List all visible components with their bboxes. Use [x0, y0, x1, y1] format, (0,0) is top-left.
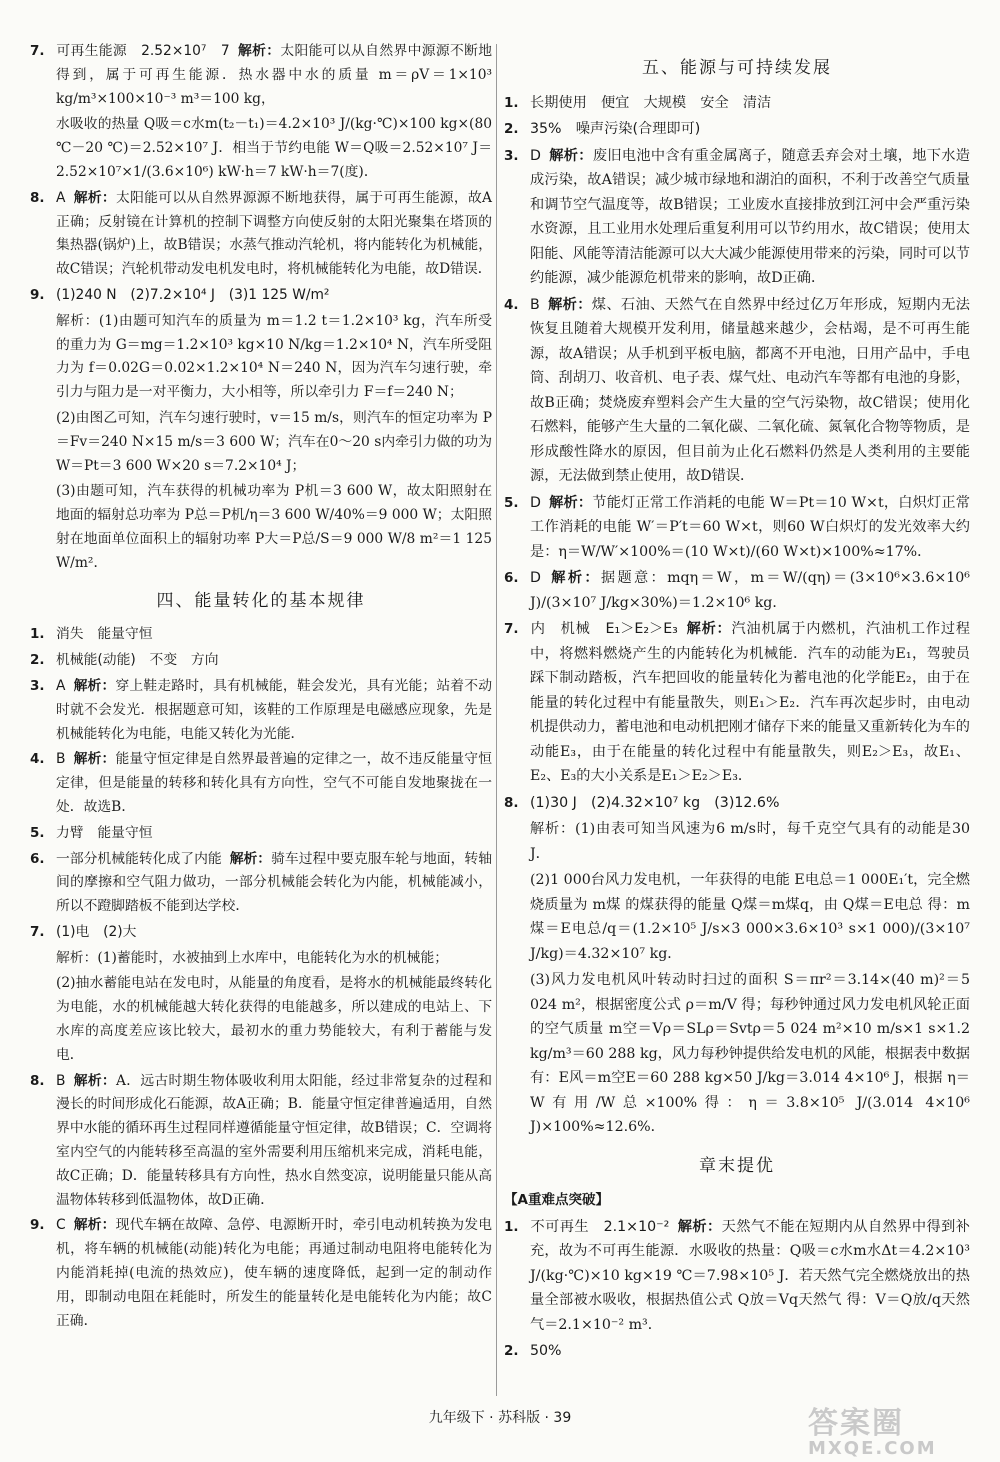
explanation-label: 解析：	[73, 1072, 116, 1089]
explanation-text: 节能灯正常工作消耗的电能 W＝Pt＝10 W×t，白炽灯正常工作消耗的电能 W′＝P′t＝60 W×t，则60 W白炽灯的发光效率大约是：η＝W/W′×100%＝(10 W×t)/(60 W×t)×100%≈17%．	[530, 494, 970, 560]
explanation-paragraph: 解析：(1)由题可知汽车的质量为 m＝1.2 t＝1.2×10³ kg，汽车所受的重力为 G＝mg＝1.2×10³ kg×10 N/kg＝1.2×10⁴ N，汽车所受阻力为 f＝0.02G＝0.02×1.2×10⁴ N＝240 N，因为汽车匀速行驶，牵引力与阻力是一对平衡力，大小相等，所以牵引力 F＝f＝240 N；	[56, 312, 492, 401]
answer-text: A	[56, 189, 66, 206]
question-number: 7.	[30, 43, 45, 59]
question-number: 2.	[30, 652, 45, 669]
answer-item	[30, 748, 492, 819]
question-number: 3.	[504, 147, 519, 164]
watermark-logo	[808, 1398, 988, 1458]
question-number: 6.	[504, 570, 519, 586]
answer-text: (1)30 J (2)4.32×10⁷ kg (3)12.6%	[530, 794, 780, 811]
explanation-label: 解析：	[547, 296, 592, 313]
subsection-tag: 【A重难点突破】	[504, 1192, 609, 1208]
answer-item	[30, 1214, 492, 1333]
answer-item	[30, 848, 492, 919]
question-number: 6.	[30, 850, 45, 867]
answer-item	[504, 566, 970, 615]
explanation-text: 能量守恒定律是自然界最普遍的定律之一，故不违反能量守恒定律，但是能量的转移和转化具有方向性，空气不可能自发地聚拢在一处．故选B．	[56, 751, 493, 815]
answer-text: 不可再生 2.1×10⁻²	[530, 1218, 670, 1235]
answer-text: 35% 噪声污染(合理即可)	[530, 121, 701, 137]
answer-item	[504, 1339, 970, 1364]
explanation-label: 解析：	[548, 494, 593, 511]
question-number: 4.	[30, 751, 45, 768]
explanation-paragraph: 水吸收的热量 Q吸＝c水m(t₂－t₁)＝4.2×10³ J/(kg·℃)×100 kg×(80 ℃－20 ℃)＝2.52×10⁷ J．相当于节约电能 W＝Q吸＝2.52×10⁷ J＝2.52×10⁷×1/(3.6×10⁶) kW·h＝7 kW·h＝7(度)．	[56, 116, 492, 180]
explanation-label: 解析：	[73, 189, 116, 206]
explanation-text: 废旧电池中含有重金属离子，随意丢弃会对土壤，地下水造成污染，故A错误；减少城市绿地和湖泊的面积，不利于改善空气质量和调节空气温度等，故B错误；工业废水直接排放到江河中会严重污染水资源，且工业用水处理后重复利用可以节约用水，故C错误；使用太阳能、风能等清洁能源可以大大减少能源使用带来的污染，同时可以节约能源，减少能源危机带来的影响，故D正确．	[530, 147, 970, 286]
explanation-label: 解析：	[548, 147, 593, 164]
explanation-paragraph: (2)由图乙可知，汽车匀速行驶时，v＝15 m/s，则汽车的恒定功率为 P＝Fv＝240 N×15 m/s＝3 600 W；汽车在0～20 s内牵引力做的功为 W＝Pt＝3 600 W×20 s＝7.2×10⁴ J；	[56, 409, 492, 474]
question-number: 1.	[30, 626, 45, 643]
answer-text: B	[56, 751, 66, 768]
question-number: 2.	[504, 121, 519, 137]
answer-text: 消失 能量守恒	[56, 626, 153, 643]
answer-item	[30, 649, 492, 673]
explanation-label: 解析：	[677, 1218, 722, 1235]
answer-item	[504, 293, 970, 489]
answer-text: 机械能(动能) 不变 方向	[56, 652, 219, 669]
explanation-paragraph: (3)风力发电机风叶转动时扫过的面积 S＝πr²＝3.14×(40 m)²＝5 024 m²，根据密度公式 ρ＝m/V 得；每秒钟通过风力发电机风轮正面的空气质量 m空＝Vρ＝SLρ＝Svtρ＝5 024 m²×10 m/s×1 s×1.2 kg/m³＝60 288 kg，风力每秒钟提供给发电机的风能，根据表中数据有：E风＝m空E＝60 288 kg×50 J/kg＝3.014 4×10⁶ J，根据 η＝W有用/W总×100%得：η＝3.8×10⁵ J/(3.014 4×10⁶ J)×100%≈12.6%．	[530, 972, 970, 1135]
watermark-title: 答案圈	[808, 1406, 904, 1441]
explanation-paragraph: (3)由题可知，汽车获得的机械功率为 P机＝3 600 W，故太阳照射在地面的辐射总功率为 P总＝P机/η＝3 600 W/40%＝9 000 W；太阳照射在地面单位面积上的辐射功率 P大＝P总/S＝9 000 W/8 m²＝1 125 W/m²．	[56, 483, 492, 571]
question-number: 7.	[30, 923, 45, 940]
answer-item	[504, 144, 970, 291]
answer-item	[30, 822, 492, 846]
explanation-text: A．远古时期生物体吸收利用太阳能，经过非常复杂的过程和漫长的时间形成化石能源，故A正确；B．能量守恒定律普遍适用，自然界中水能的循环再生过程同样遵循能量守恒定律，故B错误；C．空调将室内空气的内能转移至高温的室外需要利用压缩机来完成，消耗电能，故C正确；D．能量转移具有方向性，热水自然变凉，说明能量只能从高温物体转移到低温物体，故D正确．	[56, 1072, 493, 1208]
page-footer: 九年级下 · 苏科版 · 39	[428, 1410, 572, 1426]
answer-item	[30, 623, 492, 647]
explanation-text: 太阳能可以从自然界中源源不断地得到，属于可再生能源．热水器中水的质量 m＝ρV＝1×10³ kg/m³×100×10⁻³ m³＝100 kg，	[56, 43, 493, 107]
answer-text: (1)电 (2)大	[56, 923, 137, 940]
answer-text: (1)240 N (2)7.2×10⁴ J (3)1 125 W/m²	[56, 286, 330, 303]
answer-item	[30, 40, 492, 111]
question-number: 2.	[504, 1343, 519, 1359]
explanation-text: 太阳能可以从自然界源源不断地获得，属于可再生能源，故A正确；反射镜在计算机的控制下调整方向使反射的太阳光聚集在塔顶的集热器(锅炉)上，故B错误；水蒸气推动汽轮机，将内能转化为机械能，故C错误；汽轮机带动发电机发电时，将机械能转化为电能，故D错误．	[56, 189, 493, 278]
explanation-text: 穿上鞋走路时，具有机械能，鞋会发光，具有光能；站着不动时就不会发光．根据题意可知，该鞋的工作原理是电磁感应现象，先是机械能转化为电能，电能又转化为光能．	[56, 677, 493, 742]
explanation-label: 解析：	[685, 621, 732, 637]
question-number: 9.	[30, 1217, 45, 1234]
right-column	[504, 40, 970, 1366]
answer-text: D	[530, 147, 541, 164]
question-number: 8.	[30, 1072, 45, 1089]
answer-text: B	[56, 1072, 66, 1089]
question-number: 7.	[504, 621, 519, 637]
explanation-text: 据题意：mqη＝W，m＝W/(qη)＝(3×10⁶×3.6×10⁶ J)/(3×10⁷ J/kg×30%)＝1.2×10⁶ kg．	[530, 570, 970, 611]
question-number: 5.	[504, 494, 519, 511]
answer-text: 50%	[530, 1343, 562, 1359]
answer-item	[30, 921, 492, 945]
explanation-text: 骑车过程中要克服车轮与地面，转轴间的摩擦和空气阻力做功，一部分机械能会转化为内能，机械能减小，所以不蹬脚踏板不能到达学校．	[56, 850, 493, 915]
answer-item	[504, 91, 970, 116]
explanation-label: 解析：	[73, 677, 116, 694]
question-number: 8.	[504, 794, 519, 811]
explanation-paragraph: 解析：(1)由表可知当风速为6 m/s时，每千克空气具有的动能是30 J．	[530, 821, 970, 862]
explanation-label: 解析：	[548, 570, 601, 586]
answer-item	[30, 187, 492, 282]
answer-text: B	[530, 296, 540, 313]
section-heading-4: 四、能量转化的基本规律	[156, 590, 366, 611]
explanation-text: 现代车辆在故障、急停、电源断开时，牵引电动机转换为发电机，将车辆的机械能(动能)转化为电能；再通过制动电阻将电能转化为内能消耗掉(电流的热效应)，使车辆的速度降低，起到一定的制动作用，即制动电阻在耗能时，所发生的能量转化是电能转化为内能；故C正确．	[56, 1217, 492, 1329]
section-heading-5: 五、能源与可持续发展	[642, 58, 832, 78]
answer-text: C	[56, 1217, 66, 1234]
answer-item	[504, 1215, 970, 1338]
answer-item	[504, 117, 970, 142]
left-column	[30, 40, 492, 1335]
answer-text: 内 机械 E₁＞E₂＞E₃	[530, 621, 678, 637]
question-number: 1.	[504, 1218, 519, 1235]
right-answers-part1	[504, 91, 970, 1140]
question-number: 8.	[30, 189, 45, 206]
answer-text: 一部分机械能转化成了内能	[56, 850, 222, 867]
answer-text: 力臂 能量守恒	[56, 824, 153, 841]
question-number: 9.	[30, 286, 45, 303]
answer-text: 长期使用 便宜 大规模 安全 清洁	[530, 94, 772, 111]
explanation-text: 汽油机属于内燃机，汽油机工作过程中，将燃料燃烧产生的内能转化为机械能．汽车的动能为E₁，驾驶员踩下制动踏板，汽车把回收的能量转化为蓄电池的化学能E₂，由于在能量的转化过程中有能量散失，则E₁＞E₂．汽车再次起步时，由电动机提供动力，蓄电池和电动机把刚才储存下来的能量又重新转化为车的动能E₃，由于在能量的转化过程中有能量散失，则E₂＞E₃，故E₁、E₂、E₃的大小关系是E₁＞E₂＞E₃．	[530, 621, 970, 784]
question-number: 1.	[504, 94, 519, 111]
answer-text: 可再生能源 2.52×10⁷ 7	[56, 43, 230, 59]
explanation-label: 解析：	[229, 850, 272, 867]
answer-item	[30, 675, 492, 746]
answer-item	[30, 284, 492, 308]
right-answers-part2	[504, 1215, 970, 1364]
left-answers-part1	[30, 40, 492, 576]
column-divider	[496, 44, 497, 1396]
explanation-text: 天然气不能在短期内从自然界中得到补充，故为不可再生能源．水吸收的热量：Q吸＝c水m水Δt＝4.2×10³ J/(kg·℃)×10 kg×19 ℃＝7.98×10⁵ J．若天然气完全燃烧放出的热量全部被水吸收，根据热值公式 Q放＝Vq天然气 得：V＝Q放/q天然气＝2.1×10⁻² m³．	[530, 1218, 970, 1333]
answer-item	[30, 1070, 492, 1213]
explanation-label: 解析：	[73, 1217, 116, 1234]
explanation-paragraph: (2)抽水蓄能电站在发电时，从能量的角度看，是将水的机械能最终转化为电能，水的机械能越大转化获得的电能越多，所以建成的电站上、下水库的高度差应该比较大，最初水的重力势能较大，有利于蓄能与发电．	[56, 975, 492, 1063]
explanation-paragraph: 解析：(1)蓄能时，水被抽到上水库中，电能转化为水的机械能；	[56, 949, 449, 966]
explanation-label: 解析：	[237, 43, 281, 59]
answer-item	[504, 491, 970, 565]
explanation-label: 解析：	[73, 751, 116, 768]
question-number: 3.	[30, 677, 45, 694]
explanation-paragraph: (2)1 000台风力发电机，一年获得的电能 E电总＝1 000E₁′t，完全燃烧质量为 m煤 的煤获得的能量 Q煤＝m煤q，由 Q煤＝E电总 得：m煤＝E电总/q＝(1.2×10⁵ J/s×3 000×3.6×10³ s×1 000)/(3×10⁷ J/kg)＝4.32×10⁷ kg．	[530, 872, 970, 962]
watermark-url: MXQE.COM	[808, 1438, 937, 1459]
question-number: 4.	[504, 296, 519, 313]
left-answers-part2	[30, 623, 492, 1333]
answer-text: A	[56, 677, 66, 694]
answer-text: D	[530, 570, 541, 586]
section-heading-chapter: 章末提优	[699, 1155, 775, 1176]
question-number: 5.	[30, 824, 45, 841]
explanation-text: 煤、石油、天然气在自然界中经过亿万年形成，短期内无法恢复且随着大规模开发利用，储量越来越少，会枯竭，是不可再生能源，故A错误；从手机到平板电脑，都离不开电池，日用产品中，手电筒、刮胡刀、收音机、电子表、煤气灶、电动汽车等都有电池的身影，故B正确；焚烧废弃塑料会产生大量的空气污染物，故C错误；使用化石燃料，能够产生大量的二氧化碳、二氧化硫、氮氧化合物等物质，是形成酸性降水的原因，但目前为止化石燃料仍然是人类利用的主要能源，无法做到禁止使用，故D错误．	[530, 296, 970, 484]
answer-item	[504, 617, 970, 789]
answer-item	[504, 791, 970, 816]
answer-text: D	[530, 494, 541, 511]
